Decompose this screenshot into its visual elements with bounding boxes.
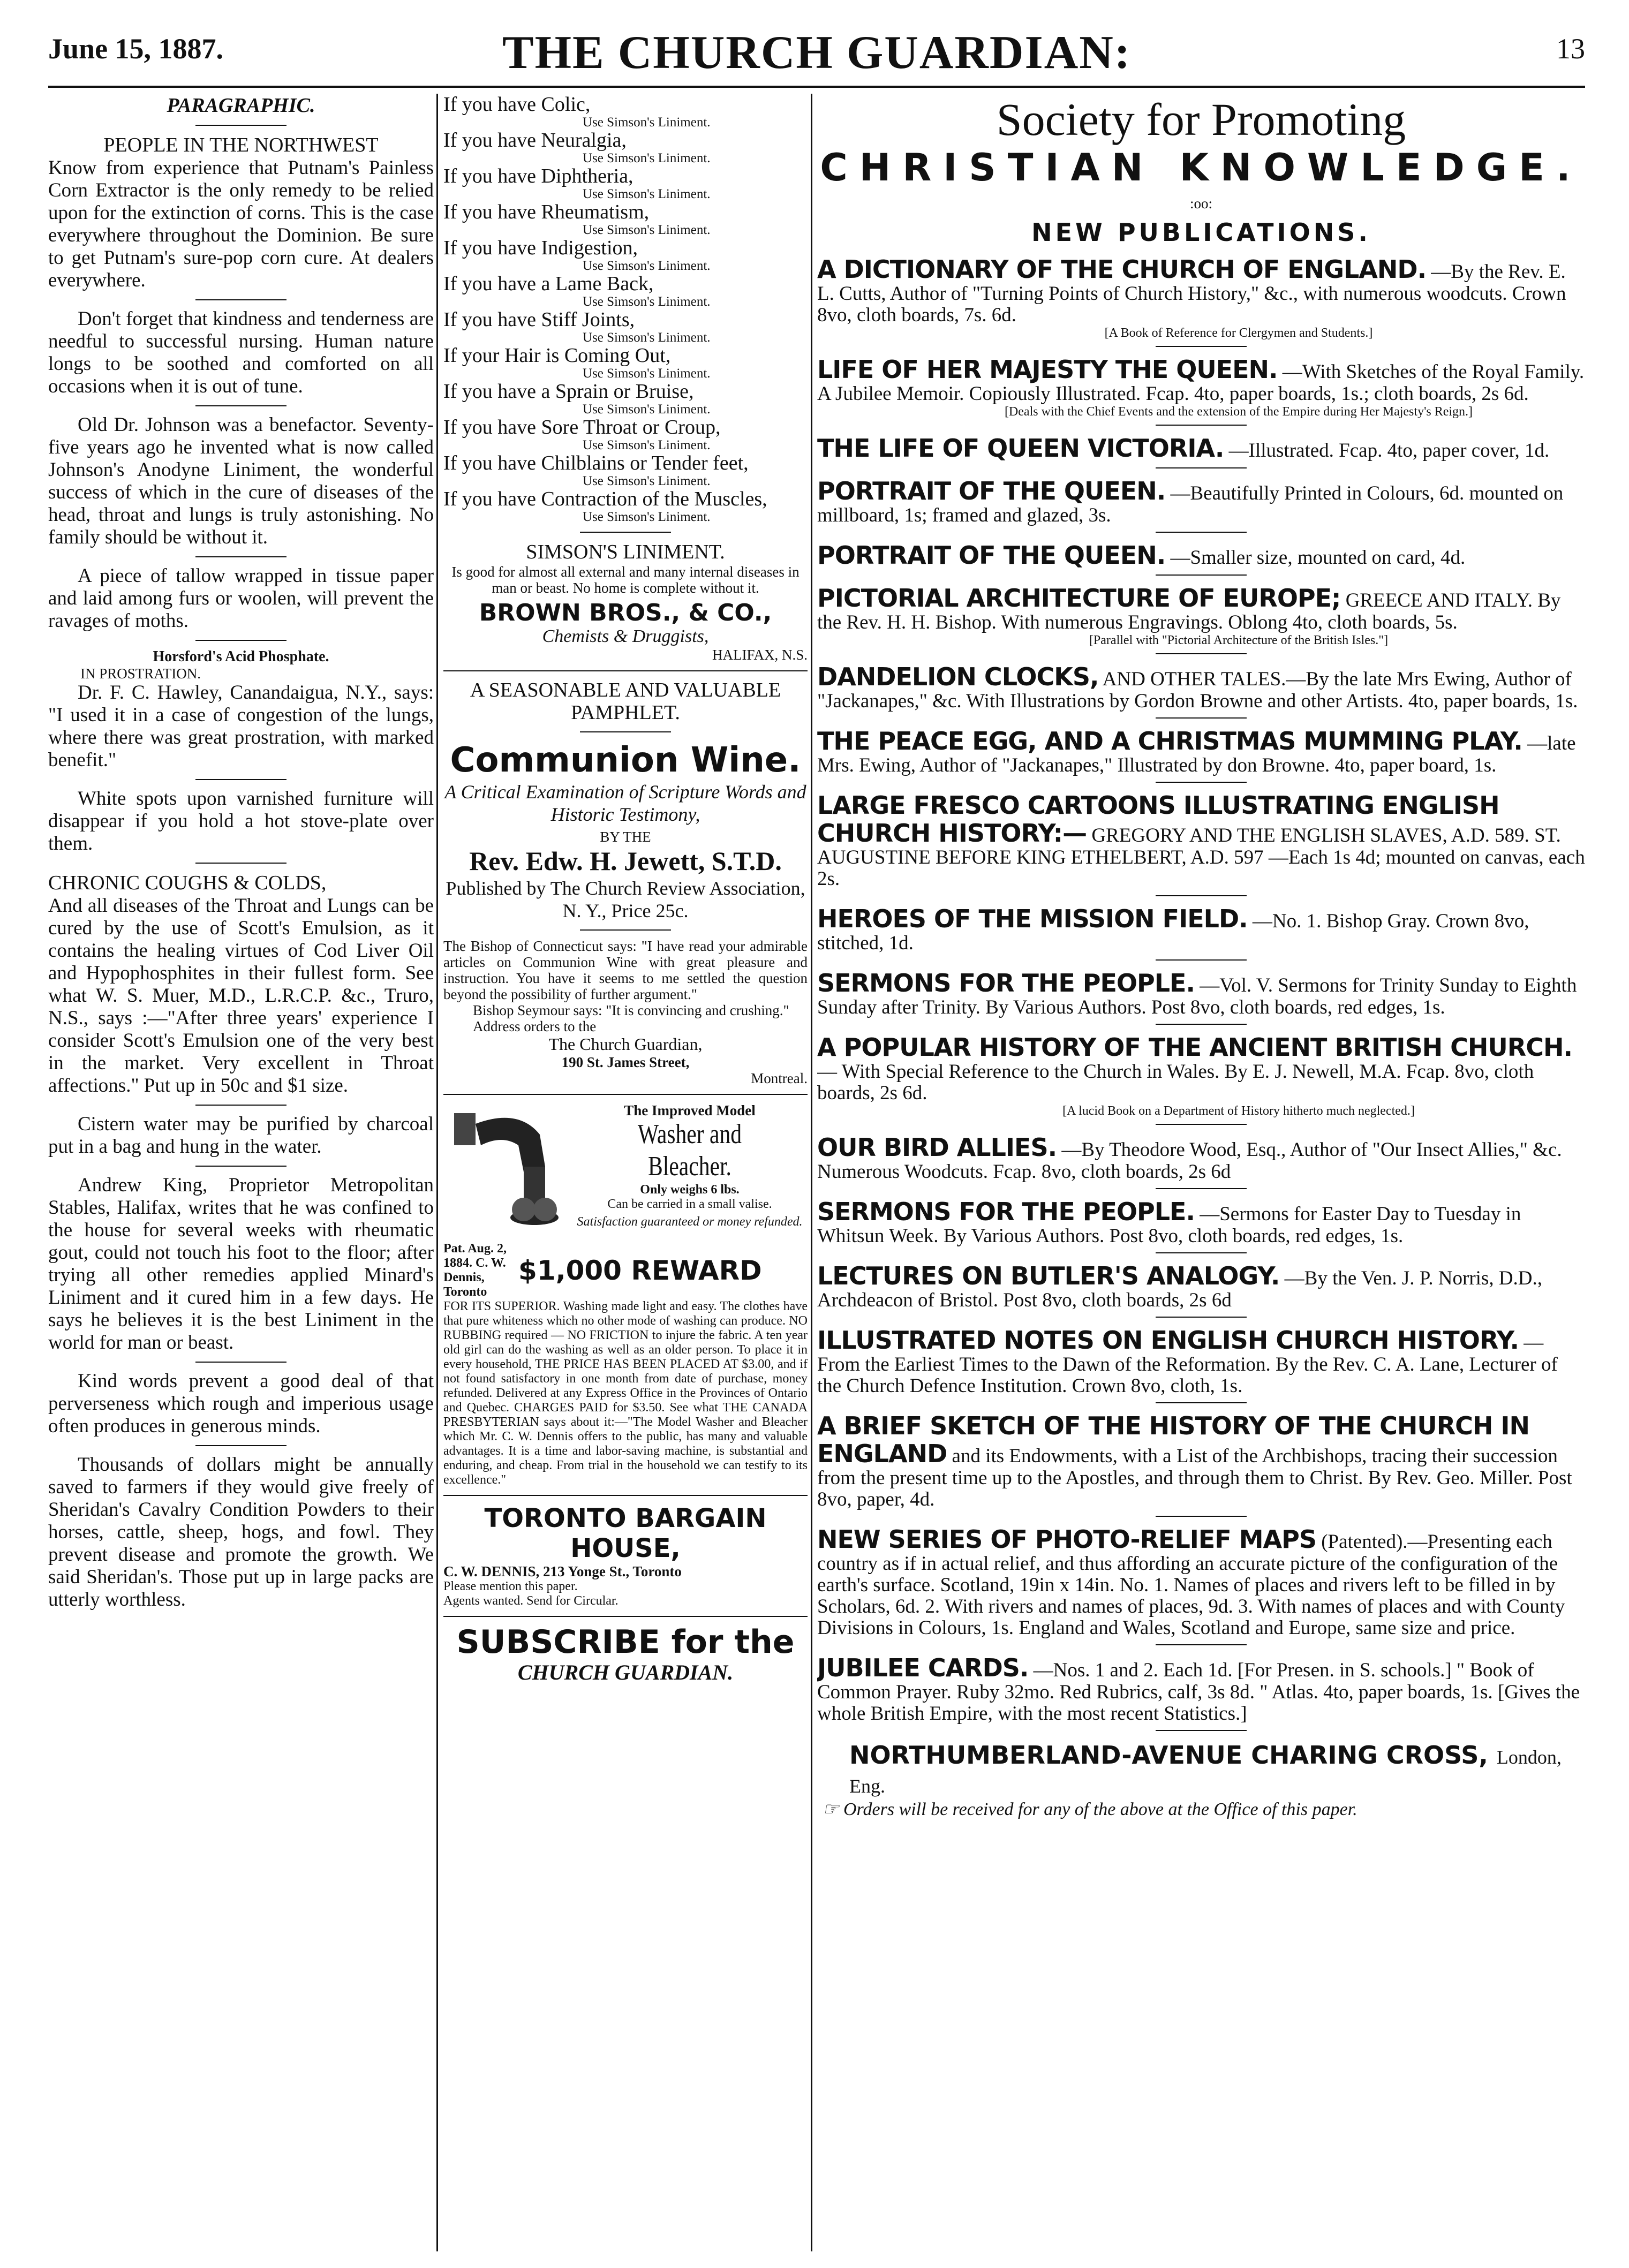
divider (443, 1616, 808, 1617)
use-note: Use Simson's Liniment. (583, 402, 711, 417)
publication-title: DANDELION CLOCKS, (817, 662, 1099, 691)
publication-note: [A lucid Book on a Department of History hitherto much neglected.] (1062, 1104, 1415, 1118)
publication-entry (817, 791, 1585, 896)
use-note: Use Simson's Liniment. (583, 438, 711, 452)
reward-row (443, 1242, 808, 1299)
item-text: Thousands of dollars might be annually saved to farmers if they would give freely of Sheridan's Cavalry Condition Powders to their horses, cattle, sheep, hogs, and fowl. They prevent disease and promote the growth. We said Sheridan's. Those put up in large packs are utterly worthless. (48, 1454, 434, 1611)
toronto-bargain: TORONTO BARGAIN HOUSE, (484, 1503, 767, 1563)
divider (1156, 1644, 1247, 1645)
reward-text: FOR ITS SUPERIOR. Washing made light and easy. The clothes have that pure whiteness which no other mode of washing can produce. NO RUBBING required — NO FRICTION to injure the fabric. A ten year old girl can do the washing as well as an older person. To place it in every household, THE PRICE HAS BEEN PLACED AT $3.00, and if not found satisfactory in one month from date of purchase, money refunded. Delivered at any Express Office in the Provinces of Ontario and Quebec. CHARGES PAID for $3.50. See what THE CANADA PRESBYTERIAN says about it:—"The Model Washer and Bleacher which Mr. C. W. Dennis offers to the public, has many and valuable advantages. It is a time and labor-saving machine, is substantial and enduring, and cheap. From trial in the household we can testify to its excellence." (443, 1299, 808, 1487)
masthead-rule (48, 86, 1585, 88)
ailment-item (443, 130, 808, 165)
ailment-item (443, 452, 808, 488)
publication-text (817, 905, 1585, 954)
divider (1156, 425, 1247, 426)
publication-note: [A Book of Reference for Clergymen and Students.] (1104, 326, 1373, 340)
publication-entry (817, 1033, 1585, 1125)
bishop-seymour-quote: Bishop Seymour says: "It is convincing and crushing." (473, 1002, 789, 1018)
publication-entry (817, 434, 1585, 468)
divider (1156, 346, 1247, 347)
publication-text (817, 255, 1585, 326)
publication-description: —Nos. 1 and 2. Each 1d. [For Presen. in S. schools.] " Book of Common Prayer. Ruby 32mo. Red Rubrics, calf, 3s 8d. " Atlas. 4to, paper boards, 1s. [Gives the whole British Empire, with the most recent Statistics.] (817, 1659, 1580, 1725)
publication-description: GREECE AND ITALY. By the Rev. H. H. Bishop. With numerous Engravings. Oblong 4to, cloth boards, 5s. (817, 589, 1561, 633)
masthead (48, 16, 1585, 86)
publication-text (817, 541, 1585, 569)
divider (443, 1094, 808, 1095)
publication-entry (817, 1525, 1585, 1645)
society-subtitle: CHRISTIAN KNOWLEDGE. (820, 146, 1582, 190)
publication-entry (817, 1198, 1585, 1253)
halifax: HALIFAX, N.S. (712, 647, 808, 663)
ailment-item (443, 488, 808, 524)
publication-title: ILLUSTRATED NOTES ON ENGLISH CHURCH HISTORY. (817, 1326, 1519, 1355)
item-text: And all diseases of the Throat and Lungs can be cured by the use of Scott's Emulsion, as it contains the healing virtues of Cod Liver Oil and Hypophosphites in their fullest form. See what W. S. Muer, M.D., L.R.C.P. &c., Truro, N.S., says :—"After three years' experience I consider Scott's Emulsion one of the very best in the market. Very excellent in Throat affections." Put up in 50c and $1 size. (48, 895, 434, 1097)
valise-line: Can be carried in a small valise. (607, 1197, 772, 1211)
ailment-item (443, 345, 808, 381)
ailment-item (443, 201, 808, 237)
publication-title: SERMONS FOR THE PEOPLE. (817, 969, 1195, 997)
divider (1156, 782, 1247, 783)
publication-text (817, 969, 1585, 1018)
divider (1156, 467, 1247, 468)
publication-description: —Sermons for Easter Day to Tuesday in Whitsun Week. By Various Authors. Post 8vo, cloth boards, red edges, 1s. (817, 1203, 1521, 1247)
divider (1156, 959, 1247, 961)
divider (195, 125, 286, 126)
item-subheading: IN PROSTRATION. (80, 666, 201, 682)
publication-text (817, 1033, 1585, 1104)
item-text: Kind words prevent a good deal of that perverseness which rough and imperious usage often produces in generous minds. (48, 1370, 434, 1437)
ailment-line: If you have Rheumatism, (443, 201, 650, 223)
divider (443, 1495, 808, 1496)
publication-entry (817, 1262, 1585, 1318)
use-note: Use Simson's Liniment. (583, 330, 711, 345)
ailment-line: If you have Colic, (443, 94, 591, 116)
divider (580, 929, 671, 931)
ailment-line: If you have Stiff Joints, (443, 308, 635, 331)
use-note: Use Simson's Liniment. (583, 259, 711, 273)
item-text: Dr. F. C. Hawley, Canandaigua, N.Y., says: "I used it in a case of congestion of the lungs, where there was great prostration, with marked benefit." (48, 682, 434, 771)
publication-entry (817, 356, 1585, 426)
improved-model: The Improved Model (624, 1102, 756, 1118)
pointing-hand-icon: ☞ (823, 1800, 839, 1819)
publication-title: PORTRAIT OF THE QUEEN. (817, 541, 1166, 570)
item-text: White spots upon varnished furniture will disappear if you hold a hot stove-plate over them. (48, 788, 434, 855)
publication-description: GREGORY AND THE ENGLISH SLAVES, A.D. 589. ST. AUGUSTINE BEFORE KING ETHELBERT, A.D. 597 —Each 1s 4d; mounted on canvas, each 2s. (817, 825, 1585, 890)
item-heading: PEOPLE IN THE NORTHWEST (103, 134, 379, 156)
publication-text (817, 663, 1585, 712)
publication-text (817, 1326, 1585, 1397)
publication-text (817, 1654, 1585, 1725)
publication-note: [Deals with the Chief Events and the extension of the Empire during Her Majesty's Reign.] (1004, 405, 1473, 419)
washer-ad (443, 1102, 808, 1242)
publication-title: LARGE FRESCO CARTOONS ILLUSTRATING ENGLISH CHURCH HISTORY:— (817, 791, 1499, 848)
ailment-line: If you have Contraction of the Muscles, (443, 488, 767, 510)
publication-description: —From the Earliest Times to the Dawn of the Reformation. By the Rev. C. A. Lane, Lecturer of the Church Defence Institution. Crown 8vo, cloth, 1s. (817, 1332, 1558, 1397)
brown-bros: BROWN BROS., & CO., (479, 599, 772, 626)
publication-text (817, 1133, 1585, 1183)
use-note: Use Simson's Liniment. (583, 294, 711, 309)
publication-title: LECTURES ON BUTLER'S ANALOGY. (817, 1261, 1280, 1290)
ailment-line: If you have a Lame Back, (443, 273, 654, 295)
divider (1156, 895, 1247, 896)
simsons-liniment-ad (443, 94, 808, 663)
orders-text: Orders will be received for any of the above at the Office of this paper. (843, 1800, 1358, 1819)
liniment-heading: SIMSON'S LINIMENT. (526, 541, 725, 563)
publication-title: NEW SERIES OF PHOTO-RELIEF MAPS (817, 1525, 1316, 1554)
liniment-text: Is good for almost all external and many internal diseases in man or beast. No home is complete without it. (451, 564, 800, 596)
publication-description: —By the Ven. J. P. Norris, D.D., Archdeacon of Bristol. Post 8vo, cloth boards, 2s 6d (817, 1267, 1543, 1311)
publication-entry (817, 663, 1585, 719)
divider (1156, 1024, 1247, 1025)
divider (1156, 532, 1247, 533)
use-note: Use Simson's Liniment. (583, 151, 711, 165)
column-rule-2 (811, 94, 812, 2251)
issue-date: June 15, 1887. (48, 33, 224, 65)
ailment-item (443, 273, 808, 309)
divider (195, 640, 286, 641)
subscribe-title: SUBSCRIBE for the (456, 1623, 795, 1661)
reward-title: $1,000 REWARD (518, 1255, 762, 1286)
divider (1156, 1124, 1247, 1125)
address-street: 190 St. James Street, (561, 1054, 690, 1070)
ailment-line: If you have Indigestion, (443, 237, 638, 259)
publication-description: —Smaller size, mounted on card, 4d. (1170, 547, 1466, 569)
publication-description: —Illustrated. Fcap. 4to, paper cover, 1d. (1228, 440, 1550, 462)
publication-text (817, 791, 1585, 890)
weight-line: Only weighs 6 lbs. (640, 1183, 740, 1197)
page-number: 13 (1556, 33, 1585, 65)
publication-text (817, 727, 1585, 776)
publication-description: —By Theodore Wood, Esq., Author of "Our Insect Allies," &c. Numerous Woodcuts. Fcap. 8vo, cloth boards, 2s 6d (817, 1139, 1562, 1183)
item-text: Andrew King, Proprietor Metropolitan Stables, Halifax, writes that he was confined to the house for several weeks with rheumatic gout, could not touch his foot to the floor; after trying all other remedies applied Minard's Liniment and it cured him in a few days. He says he believes it is the best Liniment in the world for man or beast. (48, 1174, 434, 1354)
publication-title: THE PEACE EGG, AND A CHRISTMAS MUMMING PLAY. (817, 727, 1522, 755)
publication-description: —No. 1. Bishop Gray. Crown 8vo, stitched, 1d. (817, 910, 1529, 954)
agents-wanted: Agents wanted. Send for Circular. (443, 1594, 619, 1608)
mention-paper: Please mention this paper. (443, 1579, 578, 1593)
publication-entry (817, 1326, 1585, 1403)
publication-text (817, 434, 1585, 462)
publication-description: — With Special Reference to the Church in Wales. By E. J. Newell, M.A. Fcap. 8vo, cloth boards, 2s 6d. (817, 1061, 1534, 1104)
dennis-address: C. W. DENNIS, 213 Yonge St., Toronto (443, 1563, 682, 1579)
ailment-item (443, 165, 808, 201)
publication-entry (817, 1654, 1585, 1731)
ailment-item (443, 94, 808, 130)
item-heading: Horsford's Acid Phosphate. (153, 648, 329, 665)
publication-title: SERMONS FOR THE PEOPLE. (817, 1197, 1195, 1226)
section-heading: PARAGRAPHIC. (167, 94, 315, 117)
newspaper-title: THE CHURCH GUARDIAN: (502, 27, 1132, 79)
publication-description: —With Sketches of the Royal Family. A Jubilee Memoir. Copiously Illustrated. Fcap. 4to, paper boards, 1s.; cloth boards, 2s 6d. (817, 361, 1585, 405)
satisfaction-line: Satisfaction guaranteed or money refunded. (577, 1215, 803, 1229)
ailment-line: If you have Chilblains or Tender feet, (443, 452, 749, 474)
item-heading: CHRONIC COUGHS & COLDS, (48, 872, 327, 894)
ailment-line: If you have Diphtheria, (443, 165, 634, 187)
use-note: Use Simson's Liniment. (583, 474, 711, 488)
divider (1156, 1516, 1247, 1517)
divider (195, 779, 286, 780)
critical-subtitle: A Critical Examination of Scripture Words and Historic Testimony, (444, 781, 806, 825)
publication-title: JUBILEE CARDS. (817, 1653, 1029, 1682)
divider (195, 556, 286, 557)
item-text: Don't forget that kindness and tenderness are needful to successful nursing. Human nature longs to be soothed and comforted on all occasions when it is out of tune. (48, 308, 434, 397)
ornament: :oo: (1189, 195, 1212, 211)
publication-list (817, 255, 1585, 1731)
northumberland-address: NORTHUMBERLAND-AVENUE CHARING CROSS, (849, 1741, 1488, 1770)
use-note: Use Simson's Liniment. (583, 510, 711, 524)
orders-line (817, 1798, 1585, 1820)
publication-note: [Parallel with "Pictorial Architecture of the British Isles."] (1089, 633, 1389, 647)
publication-title: A DICTIONARY OF THE CHURCH OF ENGLAND. (817, 255, 1427, 284)
column-spck (817, 94, 1585, 2251)
bishop-quote: The Bishop of Connecticut says: "I have read your admirable articles on Communion Wine with great pleasure and instruction. You have it seems to me settled the question beyond the possibility of further argument." (443, 938, 808, 1002)
london-label: London, Eng. (849, 1747, 1562, 1797)
item-text: A piece of tallow wrapped in tissue paper and laid among furs or woolen, will prevent the ravages of moths. (48, 565, 434, 632)
publication-title: PORTRAIT OF THE QUEEN. (817, 477, 1166, 505)
communion-wine-ad (443, 679, 808, 1086)
by-the: BY THE (600, 829, 651, 845)
address-city: Montreal. (751, 1070, 808, 1086)
publication-title: OUR BIRD ALLIES. (817, 1133, 1057, 1162)
society-title: Society for Promoting (996, 94, 1406, 145)
publication-description: and its Endowments, with a List of the Archbishops, tracing their succession from the present time up to the Apostles, and through them to Christ. By Rev. Geo. Miller. Post 8vo, paper, 4d. (817, 1445, 1572, 1510)
divider (1156, 1730, 1247, 1731)
publisher: Published by The Church Review Association, N. Y., Price 25c. (446, 878, 805, 921)
divider (580, 731, 671, 732)
publication-entry (817, 1412, 1585, 1517)
publication-text (817, 356, 1585, 405)
divider (195, 863, 286, 864)
publication-text (817, 1262, 1585, 1311)
northumberland-line (817, 1741, 1585, 1798)
ailment-line: If you have a Sprain or Bruise, (443, 380, 694, 403)
publication-text (817, 584, 1585, 633)
washer-machine-icon (443, 1102, 567, 1236)
item-text: Old Dr. Johnson was a benefactor. Seventy-five years ago he invented what is now called Johnson's Anodyne Liniment, the wonderful success of which in the cure of diseases of the head, throat and lungs is truly astonishing. No family should be without it. (48, 414, 434, 548)
use-note: Use Simson's Liniment. (583, 223, 711, 237)
divider (195, 1105, 286, 1106)
publication-description: —By the Rev. E. L. Cutts, Author of "Turning Points of Church History," &c., with numerous woodcuts. Crown 8vo, cloth boards, 7s. 6d. (817, 261, 1566, 326)
publication-title: A POPULAR HISTORY OF THE ANCIENT BRITISH CHURCH. (817, 1033, 1572, 1062)
publication-description: —Vol. V. Sermons for Trinity Sunday to Eighth Sunday after Trinity. By Various Authors. Post 8vo, cloth boards, red edges, 1s. (817, 974, 1577, 1018)
subscribe-paper: CHURCH GUARDIAN. (517, 1660, 734, 1684)
publication-text (817, 1198, 1585, 1247)
publication-text (817, 1412, 1585, 1510)
divider (195, 1445, 286, 1446)
chemists: Chemists & Druggists, (542, 626, 709, 646)
divider (1156, 1402, 1247, 1403)
column-paragraphic (48, 94, 434, 2251)
ailment-line: If you have Sore Throat or Croup, (443, 416, 721, 439)
divider (195, 1362, 286, 1363)
pamphlet-heading: A SEASONABLE AND VALUABLE PAMPHLET. (470, 679, 781, 724)
new-publications: NEW PUBLICATIONS. (1031, 218, 1371, 247)
publication-description: —late Mrs. Ewing, Author of "Jackanapes," Illustrated by don Browne. 4to, paper board, 1s. (817, 732, 1576, 776)
ailment-line: If you have Neuralgia, (443, 129, 627, 152)
use-note: Use Simson's Liniment. (583, 366, 711, 381)
publication-title: THE LIFE OF QUEEN VICTORIA. (817, 434, 1224, 463)
ailment-line: If your Hair is Coming Out, (443, 344, 671, 367)
address-line: Address orders to the (473, 1018, 597, 1034)
ailment-item (443, 381, 808, 417)
divider (1156, 574, 1247, 576)
publication-description: (Patented).—Presenting each country as if in actual relief, and thus affording an accurate picture of the configuration of the earth's surface. Scotland, 19in x 14in. No. 1. Names of places and rivers left to be filled in by Scholars, 6d. 2. With rivers and names of places, 9d. 3. With names of places and with County Divisions in Colours, 1s. England and Wales, Scotland and Europe, same size and price. (817, 1531, 1565, 1639)
patent-line: Pat. Aug. 2, 1884. C. W. Dennis, Toronto (443, 1242, 507, 1299)
use-note: Use Simson's Liniment. (583, 187, 711, 201)
ailment-item (443, 309, 808, 345)
divider (1156, 1252, 1247, 1253)
publication-title: PICTORIAL ARCHITECTURE OF EUROPE; (817, 584, 1341, 613)
address-name: The Church Guardian, (548, 1034, 703, 1054)
ailment-item (443, 417, 808, 452)
publication-description: AND OTHER TALES.—By the late Mrs Ewing, Author of "Jackanapes," &c. With Illustrations by Gordon Browne and other Artists. 4to, paper boards, 1s. (817, 668, 1578, 712)
publication-description: —Beautifully Printed in Colours, 6d. mounted on millboard, 1s; framed and glazed, 3s. (817, 482, 1564, 526)
item-text: Know from experience that Putnam's Painless Corn Extractor is the only remedy to be relied upon for the extinction of corns. This is the case everywhere throughout the Dominion. Be sure to get Putnam's sure-pop corn cure. At dealers everywhere. (48, 157, 434, 291)
publication-entry (817, 1133, 1585, 1189)
use-note: Use Simson's Liniment. (583, 115, 711, 130)
divider (1156, 1188, 1247, 1189)
ailment-item (443, 237, 808, 273)
publication-title: LIFE OF HER MAJESTY THE QUEEN. (817, 355, 1278, 384)
divider (580, 532, 671, 533)
divider (1156, 1317, 1247, 1318)
publication-entry (817, 727, 1585, 783)
divider (1156, 717, 1247, 719)
publication-title: A BRIEF SKETCH OF THE HISTORY OF THE CHURCH IN ENGLAND (817, 1411, 1530, 1468)
washer-title: Washer and Bleacher. (637, 1119, 742, 1182)
publication-entry (817, 584, 1585, 654)
publication-entry (817, 905, 1585, 961)
publication-text (817, 477, 1585, 526)
communion-title: Communion Wine. (450, 740, 801, 780)
publication-entry (817, 541, 1585, 576)
column-rule-1 (436, 94, 438, 2251)
divider (195, 299, 286, 300)
publication-entry (817, 477, 1585, 533)
divider (195, 405, 286, 406)
publication-title: HEROES OF THE MISSION FIELD. (817, 904, 1248, 933)
divider (1156, 653, 1247, 654)
column-advertisements (443, 94, 808, 2251)
publication-text (817, 1525, 1585, 1639)
item-text: Cistern water may be purified by charcoal put in a bag and hung in the water. (48, 1113, 434, 1158)
publication-entry (817, 969, 1585, 1025)
divider (195, 1166, 286, 1167)
divider (443, 670, 808, 671)
publication-entry (817, 255, 1585, 347)
author-name: Rev. Edw. H. Jewett, S.T.D. (469, 846, 782, 876)
